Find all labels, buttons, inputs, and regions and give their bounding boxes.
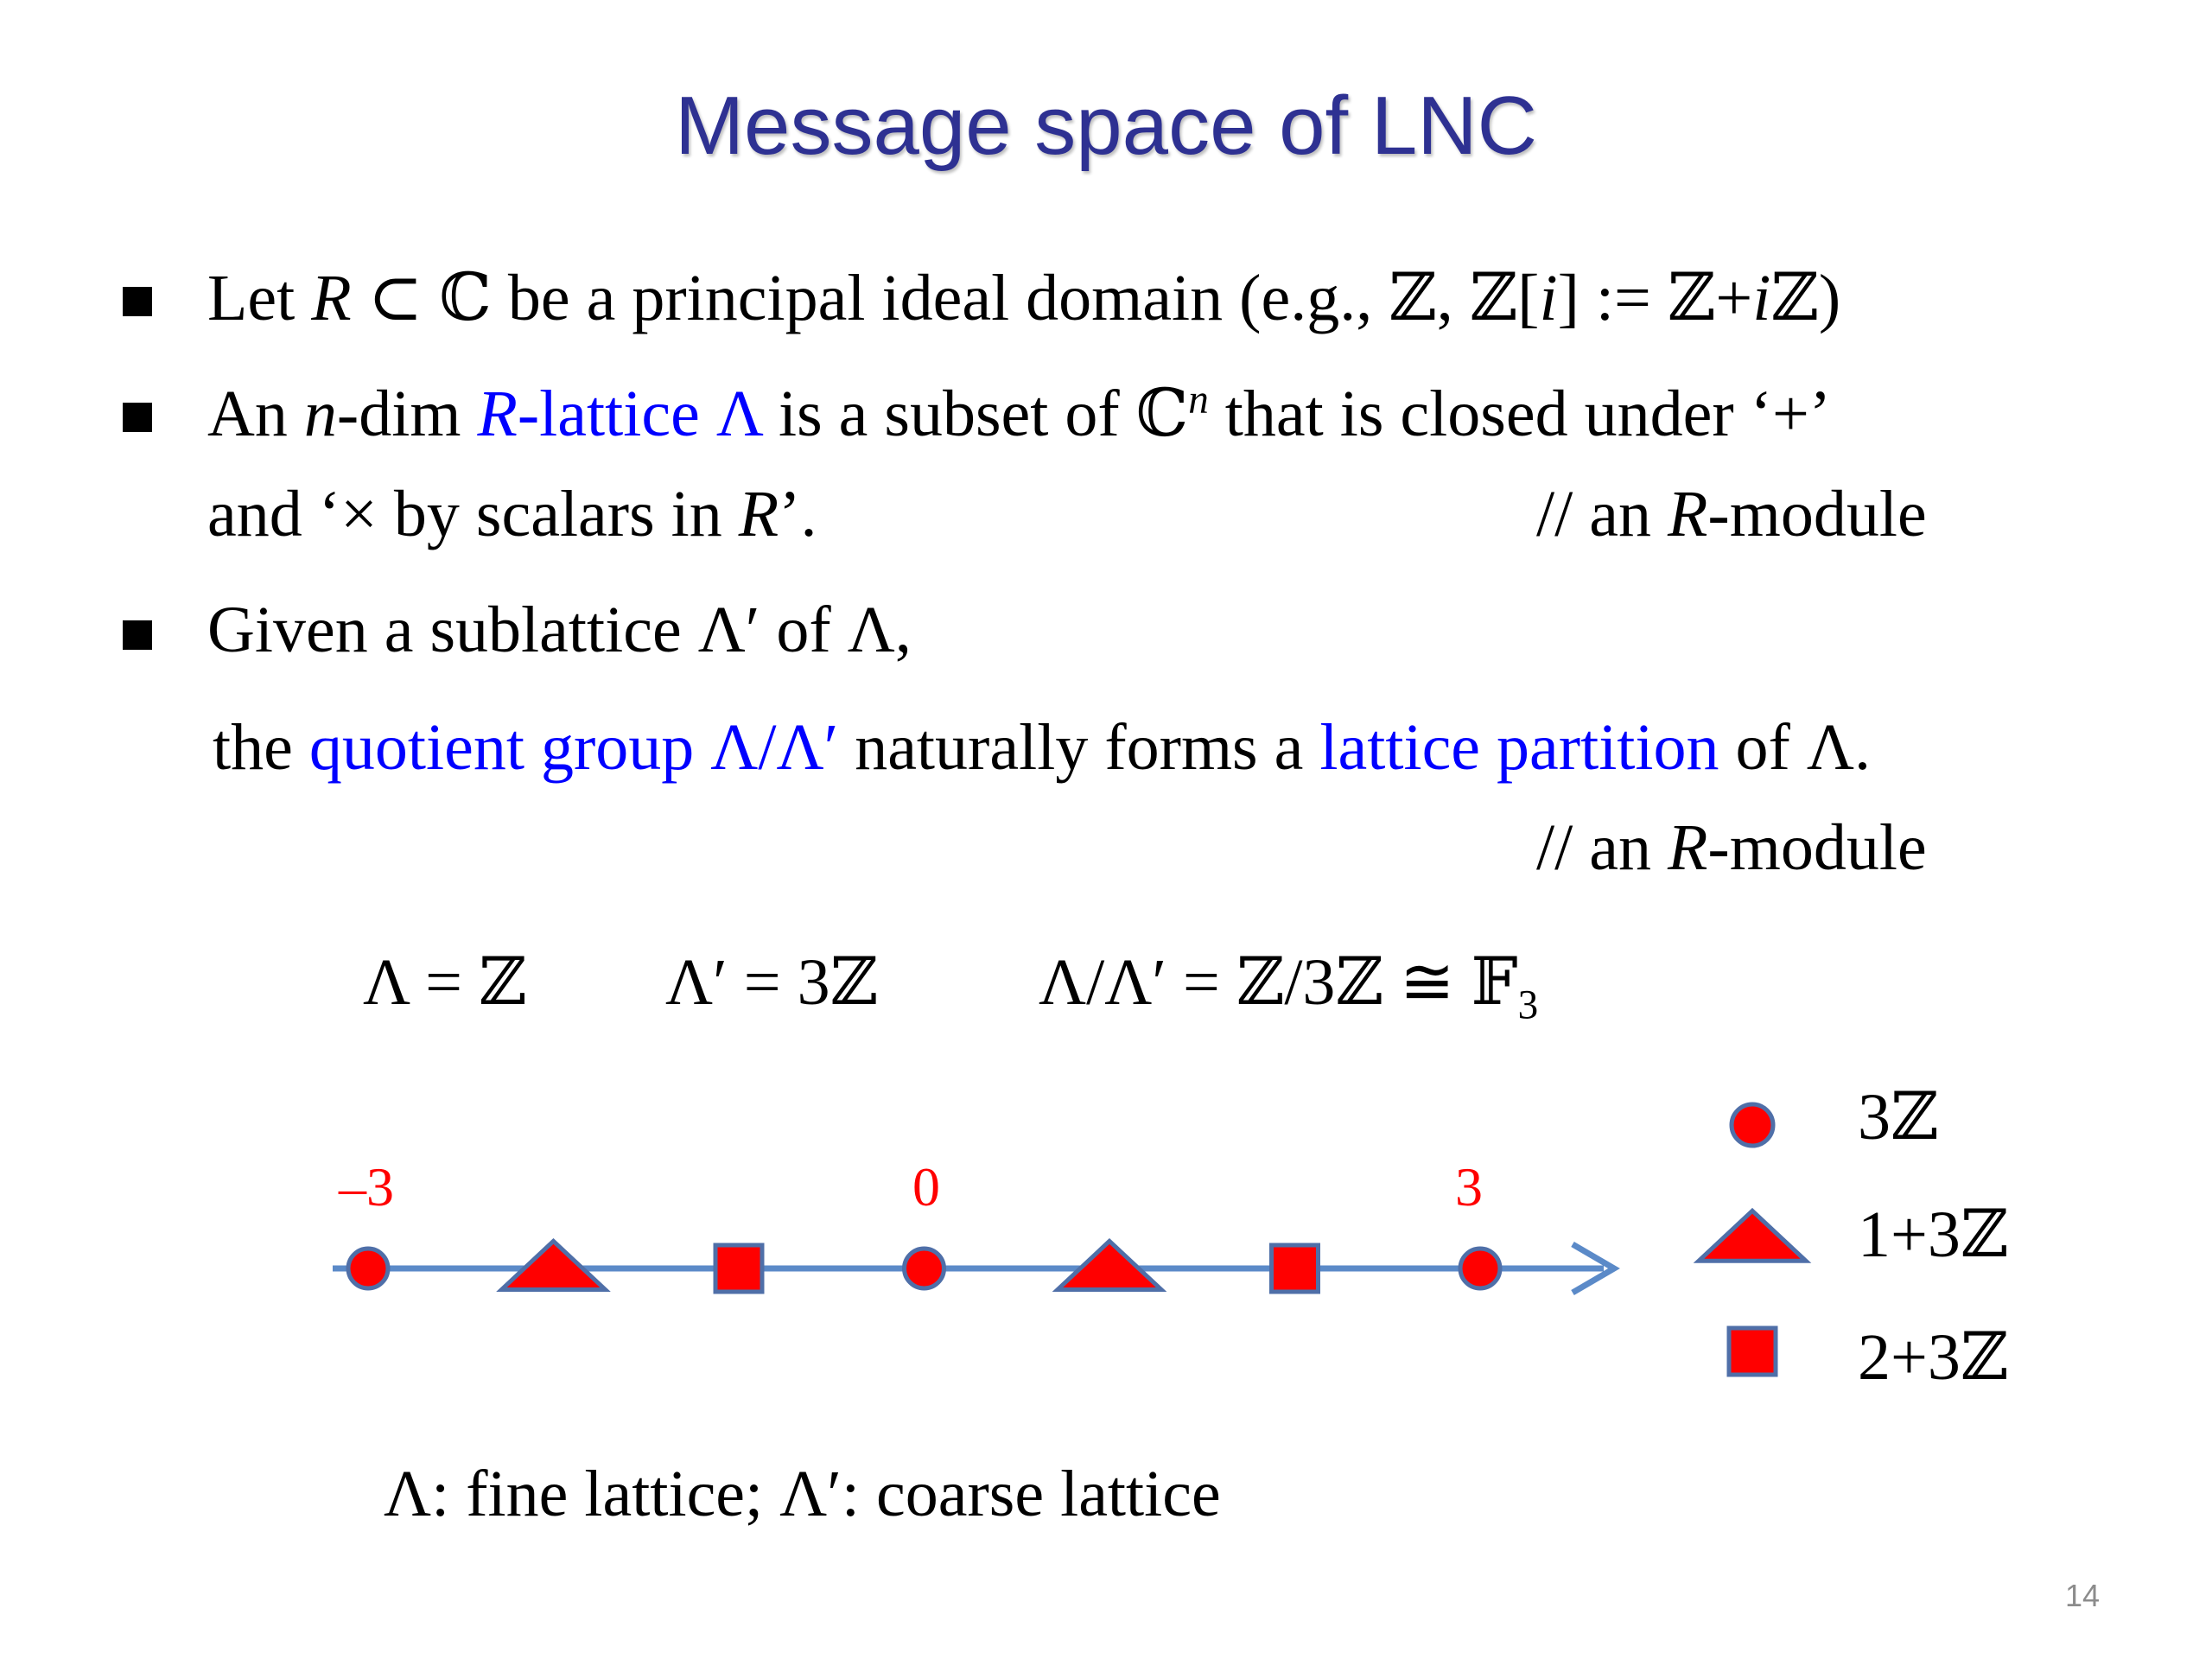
- text-segment: Λ′ = 3: [665, 946, 830, 1019]
- integer-symbol: ℤ: [479, 943, 527, 1020]
- integer-symbol: ℤ: [1469, 258, 1518, 335]
- legend-label-coset-2: [1858, 1317, 2008, 1397]
- legend-markers: [1699, 1104, 1806, 1375]
- text-segment: naturally forms a: [838, 711, 1320, 784]
- integer-symbol: ℤ: [1335, 943, 1383, 1020]
- complex-symbol: ℂ: [439, 258, 492, 335]
- text-segment: ≅: [1382, 946, 1471, 1019]
- text-segment: ,: [1436, 262, 1470, 334]
- dimension-symbol: n: [303, 378, 337, 450]
- imaginary-unit: i: [1752, 262, 1771, 334]
- lattice-point-square: [1272, 1245, 1319, 1292]
- text-segment: is a subset of: [761, 378, 1136, 450]
- tick-label-0: 0: [912, 1156, 940, 1217]
- integer-symbol: ℤ: [1236, 943, 1285, 1020]
- text-segment: [: [1517, 262, 1540, 334]
- r-lattice-term: -lattice Λ: [517, 378, 762, 450]
- legend-marker-triangle: [1699, 1211, 1806, 1261]
- text-segment: ): [1818, 262, 1841, 334]
- lattice-point-circle: [348, 1249, 388, 1288]
- text-segment: -dim: [336, 378, 478, 450]
- integer-symbol: ℤ: [1891, 1077, 1939, 1154]
- subscript-3: 3: [1517, 982, 1539, 1028]
- lattice-caption: Λ: fine lattice; Λ′: coarse lattice: [384, 1458, 1221, 1530]
- lattice-partition-term: lattice partition: [1319, 711, 1719, 784]
- integer-symbol: ℤ: [1667, 258, 1716, 335]
- text-segment: -module: [1707, 478, 1927, 550]
- text-segment: that is closed under ‘+’: [1208, 378, 1832, 450]
- legend-marker-square: [1729, 1328, 1776, 1375]
- imaginary-unit: i: [1539, 262, 1558, 334]
- superscript-n: n: [1188, 378, 1209, 423]
- text-segment: Λ =: [363, 946, 480, 1019]
- text-segment: and ‘× by scalars in: [207, 478, 739, 550]
- integer-symbol: ℤ: [830, 943, 879, 1020]
- ring-symbol: R: [1667, 478, 1708, 550]
- quotient-group-term: quotient group Λ/Λ′: [308, 711, 839, 784]
- text-segment: Λ/Λ′ =: [1039, 946, 1236, 1019]
- integer-symbol: ℤ: [1389, 258, 1437, 335]
- text-segment: ] :=: [1557, 262, 1668, 334]
- text-segment: Given a sublattice Λ′ of Λ,: [207, 594, 912, 666]
- ring-symbol: R: [1667, 811, 1708, 884]
- lattice-point-circle: [905, 1249, 944, 1288]
- text-segment: 2+3: [1858, 1321, 1961, 1394]
- page-number: 14: [2064, 1578, 2100, 1613]
- text-segment: of Λ.: [1719, 711, 1871, 784]
- lattice-point-triangle: [1058, 1241, 1161, 1289]
- text-segment: be a principal ideal domain (e.g.,: [491, 262, 1389, 334]
- legend-label-coset-0: [1858, 1077, 1938, 1157]
- lattice-point-triangle: [502, 1241, 606, 1289]
- finite-field-symbol: 𝔽: [1471, 943, 1518, 1020]
- legend-marker-circle: [1732, 1104, 1773, 1146]
- text-segment: // an: [1536, 478, 1668, 550]
- text-segment: -module: [1707, 811, 1927, 884]
- legend-label-coset-1: [1858, 1194, 2008, 1274]
- text-segment: An: [207, 378, 304, 450]
- text-segment: ⊂: [351, 262, 440, 334]
- text-segment: // an: [1536, 811, 1668, 884]
- text-segment: +: [1715, 262, 1753, 334]
- ring-symbol: R: [738, 478, 779, 550]
- ring-symbol: R: [477, 378, 518, 450]
- text-segment: Let: [207, 262, 312, 334]
- lattice-point-circle: [1460, 1249, 1500, 1288]
- lattice-point-square: [715, 1245, 762, 1292]
- integer-symbol: ℤ: [1960, 1195, 2009, 1272]
- slide-title: Message space of LNC: [675, 79, 1537, 172]
- text-segment: 1+3: [1858, 1198, 1961, 1271]
- complex-symbol: ℂ: [1135, 374, 1189, 451]
- tick-label-3: 3: [1455, 1156, 1483, 1217]
- text-segment: ’.: [779, 478, 817, 550]
- text-segment: /3: [1284, 946, 1336, 1019]
- integer-symbol: ℤ: [1770, 258, 1819, 335]
- ring-symbol: R: [311, 262, 352, 334]
- text-segment: 3: [1858, 1081, 1891, 1154]
- tick-label-minus-3: –3: [339, 1156, 394, 1217]
- text-segment: the: [213, 711, 309, 784]
- integer-symbol: ℤ: [1960, 1318, 2009, 1395]
